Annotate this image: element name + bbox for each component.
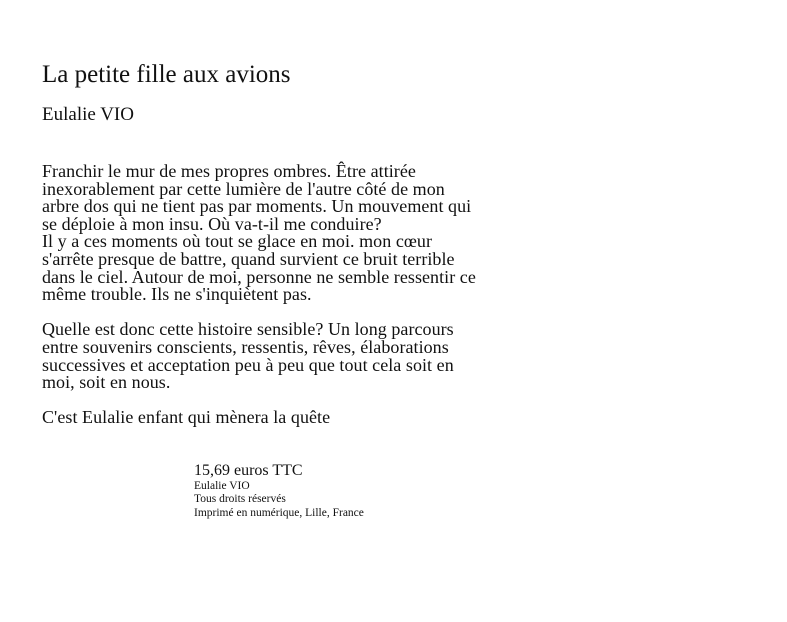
text-line: se déploie à mon insu. Où va-t-il me conduire?	[42, 213, 382, 234]
paragraph-2	[42, 321, 587, 391]
text-line: dans le ciel. Autour de moi, personne ne semble ressentir ce	[42, 266, 476, 287]
text-line: s'arrête presque de battre, quand survient ce bruit terrible	[42, 248, 455, 269]
text-line: Franchir le mur de mes propres ombres. Être attirée	[42, 161, 416, 181]
rights-notice: Tous droits réservés	[194, 493, 286, 506]
text-line: arbre dos qui ne tient pas par moments. Un mouvement qui	[42, 196, 472, 217]
text-line: C'est Eulalie enfant qui mènera la quête	[42, 407, 331, 428]
price: 15,69 euros TTC	[194, 462, 303, 479]
text-line: entre souvenirs conscients, ressentis, rêves, élaborations	[42, 336, 449, 357]
text-line: moi, soit en nous.	[42, 372, 171, 393]
text-line: Quelle est donc cette histoire sensible? Un long parcours	[42, 319, 454, 340]
text-line: même trouble. Ils ne s'inquiètent pas.	[42, 284, 312, 305]
book-title: La petite fille aux avions	[42, 61, 291, 88]
paragraph-3	[42, 409, 587, 427]
colophon-author: Eulalie VIO	[194, 480, 250, 492]
author-name: Eulalie VIO	[42, 104, 134, 125]
text-line: Il y a ces moments où tout se glace en moi. mon cœur	[42, 231, 433, 252]
colophon	[194, 462, 364, 520]
blurb-text	[42, 163, 587, 427]
paragraph-1	[42, 163, 587, 304]
printing-notice: Imprimé en numérique, Lille, France	[194, 506, 364, 519]
text-line: successives et acceptation peu à peu que tout cela soit en	[42, 354, 454, 375]
text-line: inexorablement par cette lumière de l'autre côté de mon	[42, 178, 445, 199]
